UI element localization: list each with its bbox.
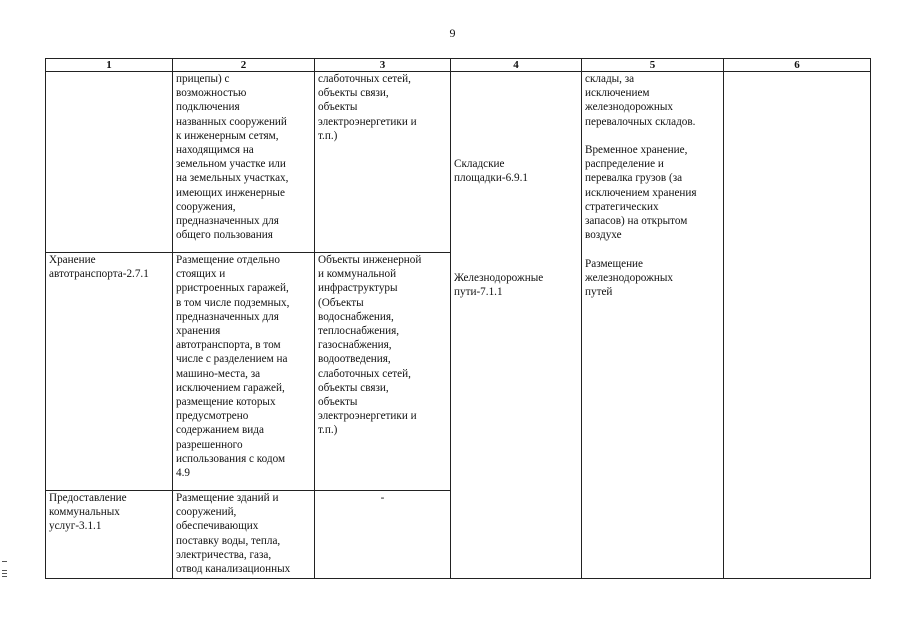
row3-description-cell: Размещение зданий и сооружений, обеспечивающих поставку воды, тепла, электричества, газа, отвод канализационных [173,491,315,579]
margin-mark [2,570,7,571]
column-header-2: 2 [173,59,315,72]
page-number: 9 [449,26,456,40]
column-6-cell [724,72,871,579]
row1-objects-cell: слаботочных сетей, объекты связи, объекты электроэнергетики и т.п.) [315,72,451,253]
row3-purpose-cell: Предоставление коммунальных услуг-3.1.1 [46,491,173,579]
document-table [45,58,871,579]
row2-objects-cell: Объекты инженерной и коммунальной инфраструктуры (Объекты водоснабжения, теплоснабжения, газоснабжения, водоотведения, слаботочных сетей, объекты связи, объекты электроэнергетики и т.п.) [315,253,451,491]
row1-description-cell: прицепы) с возможностью подключения названных сооружений к инженерным сетям, находящимся на земельном участке или на земельных участках, имеющих инженерные сооружения, предназначенных для общего пользования [173,72,315,253]
table-row [46,72,871,253]
conditional-uses-description-cell: склады, за исключением железнодорожных перевалочных складов. Временное хранение, распределение и перевалка грузов (за исключением хранения стратегических запасов) на открытом воздухе Размещение железнодорожных путей [582,72,724,579]
margin-mark [2,573,7,574]
row3-objects-cell: - [315,491,451,579]
column-header-3: 3 [315,59,451,72]
column-header-4: 4 [451,59,582,72]
row2-purpose-cell: Хранение автотранспорта-2.7.1 [46,253,173,491]
column-header-1: 1 [46,59,173,72]
margin-mark [2,576,7,577]
column-header-5: 5 [582,59,724,72]
row2-description-cell: Размещение отдельно стоящих и pристроенных гаражей, в том числе подземных, предназначенных для хранения автотранспорта, в том числе с разделением на машино-места, за исключением гаражей, размещение которых предусмотрено содержанием вида разрешенного использования с кодом 4.9 [173,253,315,491]
conditional-uses-cell: Складские площадки-6.9.1 Железнодорожные пути-7.1.1 [451,72,582,579]
column-header-6: 6 [724,59,871,72]
table-header-row [46,59,871,72]
margin-mark [2,561,7,562]
row1-purpose-cell [46,72,173,253]
